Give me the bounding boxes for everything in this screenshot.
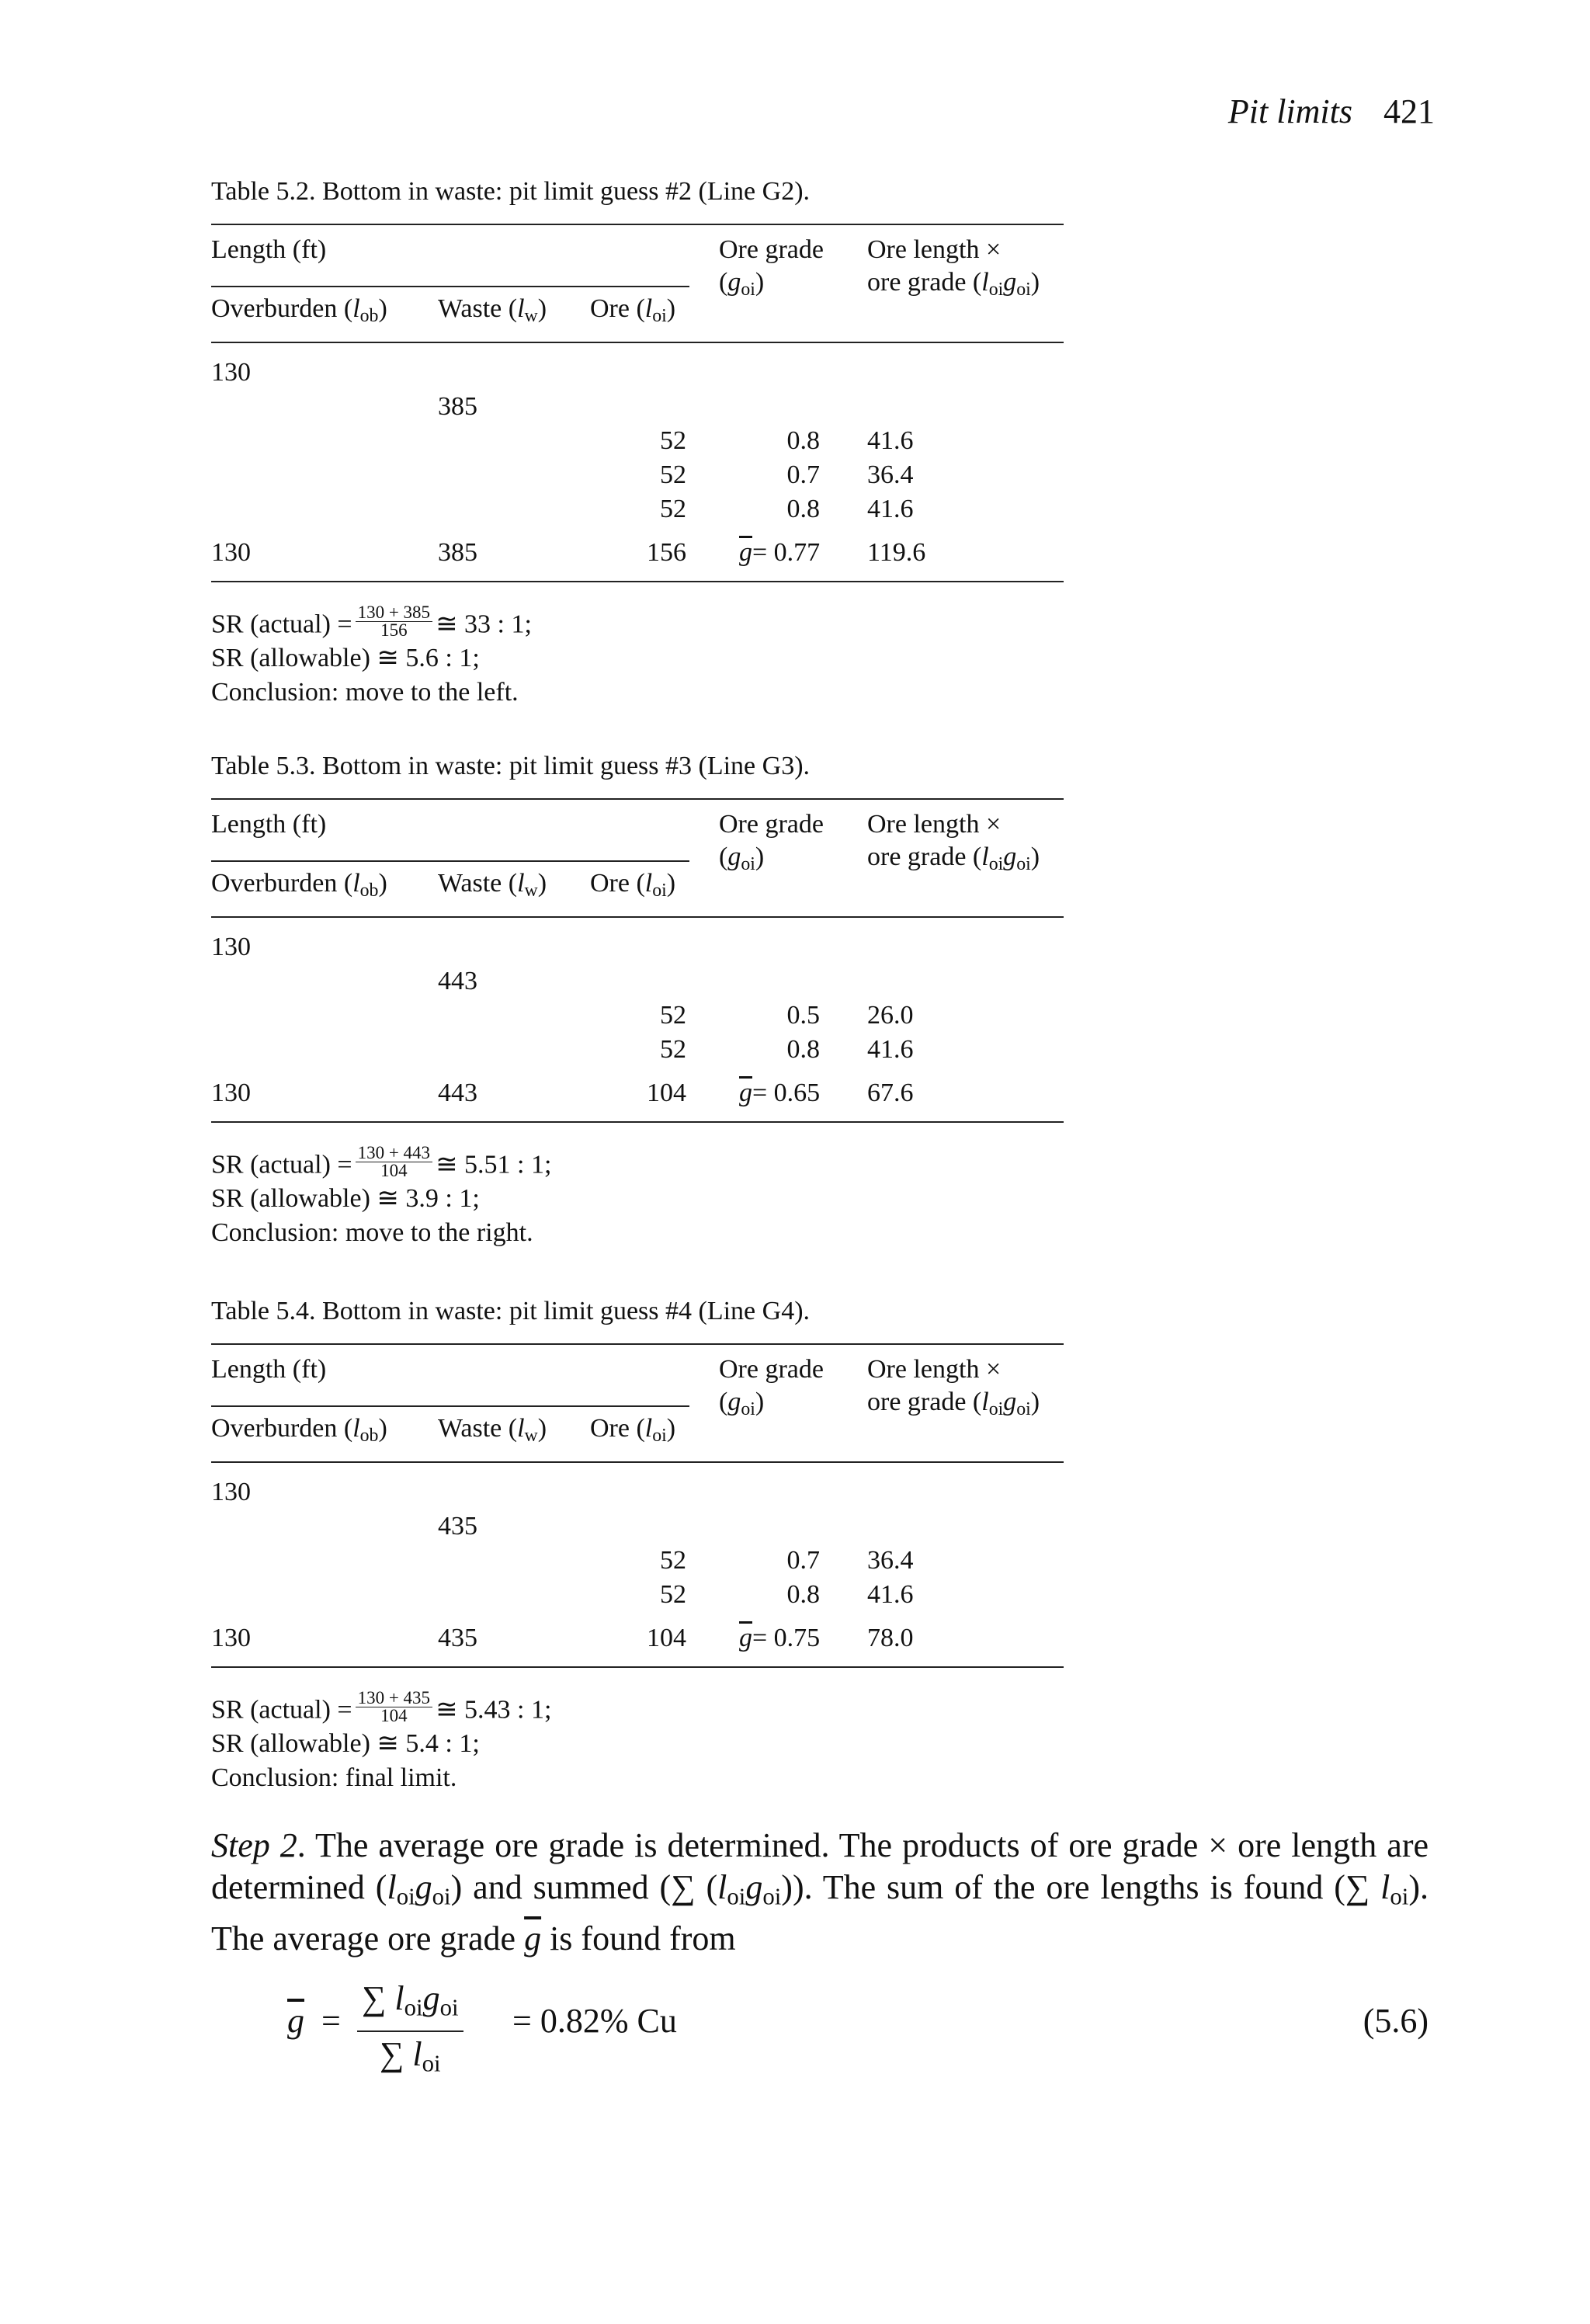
overburden-value: 130 [211,358,251,387]
product-cell: 36.4 [867,460,914,489]
waste-value: 435 [438,1512,477,1541]
ore-grade-cell: 0.8 [786,1580,820,1609]
conclusion: Conclusion: final limit. [211,1763,457,1792]
equation-number: (5.6) [1363,2002,1429,2040]
table-caption: Table 5.2. Bottom in waste: pit limit guess #2 (Line G2). [211,177,811,206]
header-overburden: Overburden $(l_{ob})$ [211,869,387,901]
header-ore-grade-symbol: $(g_{oi})$ [719,268,765,300]
header-product: Ore length × [867,1355,1002,1384]
total-product: 119.6 [867,538,926,567]
table-caption: Table 5.3. Bottom in waste: pit limit guess #3 (Line G3). [211,752,811,780]
header-product: Ore length × [867,235,1002,264]
overburden-value: 130 [211,933,251,961]
ore-length-cell: 52 [660,1580,686,1609]
equation-lhs: $\overline{g}$ [287,2002,304,2040]
product-cell: 41.6 [867,495,914,523]
ore-length-cell: 52 [660,1001,686,1030]
header-ore-grade: Ore grade [719,810,824,839]
section-title: Pit limits [1227,92,1352,130]
product-cell: 41.6 [867,1035,914,1064]
equation-fraction: ∑ $l_{oi}g_{oi}$ ∑ $l_{oi}$ [357,1976,463,2086]
table-bottom-rule [211,1666,1064,1668]
waste-value: 443 [438,967,477,995]
header-ore-grade-symbol: $(g_{oi})$ [719,1388,765,1419]
table-bottom-rule [211,1121,1064,1123]
header-ore: Ore $(l_{oi})$ [590,869,676,901]
sr-allowable: SR (allowable) ≅ 3.9 : 1; [211,1184,480,1213]
waste-value: 385 [438,392,477,421]
total-overburden: 130 [211,538,251,567]
sr-fraction: $\frac{130 + 443}{104}$ [356,1145,432,1179]
sr-allowable: SR (allowable) ≅ 5.4 : 1; [211,1729,480,1758]
total-overburden: 130 [211,1624,251,1652]
sr-fraction: $\frac{130 + 435}{104}$ [356,1690,432,1725]
average-grade: $\overline{g}= 0.75$ [739,1624,821,1652]
ore-grade-cell: 0.8 [786,426,820,455]
header-ore: Ore $(l_{oi})$ [590,294,676,326]
sr-actual: SR (actual) = $\frac{130 + 435}{104}$ ≅ 5.43 : 1; [211,1688,552,1725]
header-subrule [211,286,689,287]
step-label: Step 2 [211,1826,297,1864]
equation-5-6: $\overline{g}$ = ∑ $l_{oi}g_{oi}$ ∑ $l_{oi}$ = 0.82% Cu (5.6) [287,1976,1429,2069]
equation-rhs: = 0.82% Cu [512,2002,677,2040]
product-cell: 41.6 [867,426,914,455]
table-top-rule [211,224,1064,225]
average-grade: $\overline{g}= 0.65$ [739,1079,821,1107]
total-waste: 385 [438,538,477,567]
conclusion: Conclusion: move to the left. [211,678,519,707]
sr-allowable: SR (allowable) ≅ 5.6 : 1; [211,644,480,672]
total-product: 67.6 [867,1079,914,1107]
product-cell: 26.0 [867,1001,914,1030]
table-1 [211,177,1064,705]
header-bottom-rule [211,342,1064,343]
header-overburden: Overburden $(l_{ob})$ [211,294,387,326]
header-waste: Waste $(l_w)$ [438,869,547,901]
header-waste: Waste $(l_w)$ [438,294,547,326]
ore-grade-cell: 0.5 [786,1001,820,1030]
header-length: Length (ft) [211,810,327,839]
average-grade: $\overline{g}= 0.77$ [739,538,821,567]
total-ore: 156 [647,538,686,567]
total-waste: 435 [438,1624,477,1652]
ore-grade-cell: 0.8 [786,1035,820,1064]
ore-length-cell: 52 [660,1546,686,1575]
header-length: Length (ft) [211,1355,327,1384]
table-top-rule [211,1343,1064,1345]
table-caption: Table 5.4. Bottom in waste: pit limit guess #4 (Line G4). [211,1297,811,1325]
step-2-paragraph: Step 2. The average ore grade is determined. The products of ore grade × ore length are determined $(l_{oi}g_{oi})$ and summed (∑ $(l_{oi}g_{oi})$). The sum of the ore lengths is found (∑ $l_{oi}$). The average ore grade $\overline{g}$ is found from [211,1826,1429,1958]
running-head [1228,92,1435,131]
page-number: 421 [1383,92,1435,130]
header-overburden: Overburden $(l_{ob})$ [211,1414,387,1446]
ore-length-cell: 52 [660,460,686,489]
sr-fraction: $\frac{130 + 385}{156}$ [356,604,432,639]
table-bottom-rule [211,581,1064,582]
ore-grade-cell: 0.8 [786,495,820,523]
conclusion: Conclusion: move to the right. [211,1218,533,1247]
header-product-symbol: ore grade $(l_{oi}g_{oi})$ [867,842,1040,874]
total-overburden: 130 [211,1079,251,1107]
header-waste: Waste $(l_w)$ [438,1414,547,1446]
header-subrule [211,860,689,862]
header-product: Ore length × [867,810,1002,839]
table-top-rule [211,798,1064,800]
header-length: Length (ft) [211,235,327,264]
sr-actual: SR (actual) = $\frac{130 + 385}{156}$ ≅ 33 : 1; [211,603,532,640]
header-ore-grade: Ore grade [719,235,824,264]
ore-length-cell: 52 [660,495,686,523]
product-cell: 36.4 [867,1546,914,1575]
ore-length-cell: 52 [660,426,686,455]
total-ore: 104 [647,1079,686,1107]
header-ore-grade: Ore grade [719,1355,824,1384]
header-product-symbol: ore grade $(l_{oi}g_{oi})$ [867,268,1040,300]
ore-grade-cell: 0.7 [786,460,820,489]
header-ore-grade-symbol: $(g_{oi})$ [719,842,765,874]
table-2 [211,752,1064,1280]
total-product: 78.0 [867,1624,914,1652]
sr-actual: SR (actual) = $\frac{130 + 443}{104}$ ≅ 5.51 : 1; [211,1143,552,1180]
ore-length-cell: 52 [660,1035,686,1064]
product-cell: 41.6 [867,1580,914,1609]
total-ore: 104 [647,1624,686,1652]
ore-grade-cell: 0.7 [786,1546,820,1575]
overburden-value: 130 [211,1478,251,1506]
header-bottom-rule [211,916,1064,918]
header-product-symbol: ore grade $(l_{oi}g_{oi})$ [867,1388,1040,1419]
header-ore: Ore $(l_{oi})$ [590,1414,676,1446]
total-waste: 443 [438,1079,477,1107]
header-bottom-rule [211,1461,1064,1463]
table-3 [211,1297,1064,1825]
header-subrule [211,1405,689,1407]
